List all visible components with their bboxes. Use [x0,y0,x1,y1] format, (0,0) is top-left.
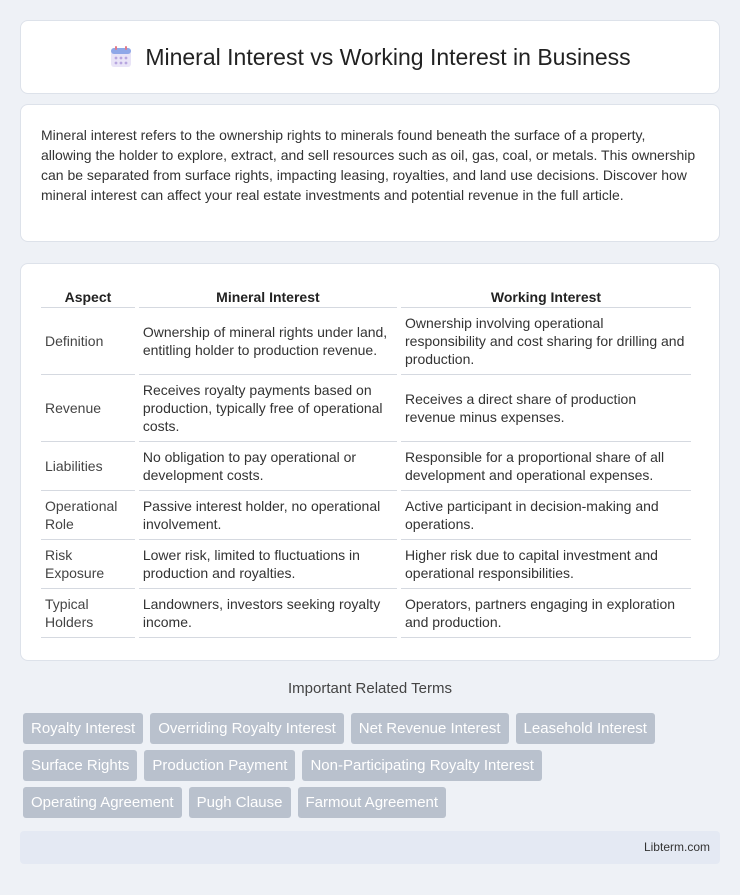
title-card [20,20,720,94]
footer-site-link[interactable]: Libterm.com [643,840,710,854]
table-row [41,540,691,589]
tag-production-payment[interactable]: Production Payment [144,750,295,781]
intro-card [20,104,720,242]
tag-overriding-royalty-interest[interactable]: Overriding Royalty Interest [150,713,344,744]
comparison-table [37,284,695,638]
page-title: Mineral Interest vs Working Interest in Business [145,43,631,70]
row-mineral: Landowners, investors seeking royalty income. [139,589,397,638]
tag-net-revenue-interest[interactable]: Net Revenue Interest [351,713,509,744]
tag-leasehold-interest[interactable]: Leasehold Interest [516,713,655,744]
intro-text: Mineral interest refers to the ownership rights to minerals found beneath the surface of a property, allowing the holder to explore, extract, and sell resources such as oil, gas, coal, or metals. This ownership can be separated from surface rights, impacting leasing, royalties, and land use decisions. Discover how mineral interest can affect your real estate investments and potential revenue in the full article. [41,127,696,203]
row-working: Ownership involving operational responsibility and cost sharing for drilling and production. [401,308,691,375]
related-terms-title: Important Related Terms [288,680,452,697]
row-aspect: Risk Exposure [41,540,135,589]
tag-operating-agreement[interactable]: Operating Agreement [23,787,182,818]
footer [20,831,720,864]
table-row [41,442,691,491]
related-terms-list [23,713,723,824]
row-aspect: Liabilities [41,442,135,491]
tag-row [23,713,723,744]
header-mineral-interest: Mineral Interest [139,284,397,308]
tag-row [23,787,723,818]
row-mineral: No obligation to pay operational or development costs. [139,442,397,491]
row-aspect: Definition [41,308,135,375]
tag-row [23,750,723,781]
tag-farmout-agreement[interactable]: Farmout Agreement [298,787,447,818]
row-aspect: Revenue [41,375,135,442]
table-row [41,375,691,442]
header-working-interest: Working Interest [401,284,691,308]
tag-surface-rights[interactable]: Surface Rights [23,750,137,781]
row-mineral: Ownership of mineral rights under land, entitling holder to production revenue. [139,308,397,375]
row-working: Active participant in decision-making and operations. [401,491,691,540]
row-mineral: Passive interest holder, no operational involvement. [139,491,397,540]
row-mineral: Receives royalty payments based on production, typically free of operational costs. [139,375,397,442]
table-row [41,589,691,638]
row-aspect: Typical Holders [41,589,135,638]
row-working: Responsible for a proportional share of all development and operational expenses. [401,442,691,491]
row-working: Receives a direct share of production revenue minus expenses. [401,375,691,442]
comparison-card [20,263,720,661]
header-aspect: Aspect [41,284,135,308]
tag-non-participating-royalty-interest[interactable]: Non-Participating Royalty Interest [302,750,541,781]
row-mineral: Lower risk, limited to fluctuations in production and royalties. [139,540,397,589]
calendar-icon [109,45,133,69]
table-row [41,308,691,375]
tag-royalty-interest[interactable]: Royalty Interest [23,713,143,744]
row-aspect: Operational Role [41,491,135,540]
tag-pugh-clause[interactable]: Pugh Clause [189,787,291,818]
row-working: Higher risk due to capital investment and operational responsibilities. [401,540,691,589]
table-header-row [41,284,691,308]
table-row [41,491,691,540]
row-working: Operators, partners engaging in exploration and production. [401,589,691,638]
